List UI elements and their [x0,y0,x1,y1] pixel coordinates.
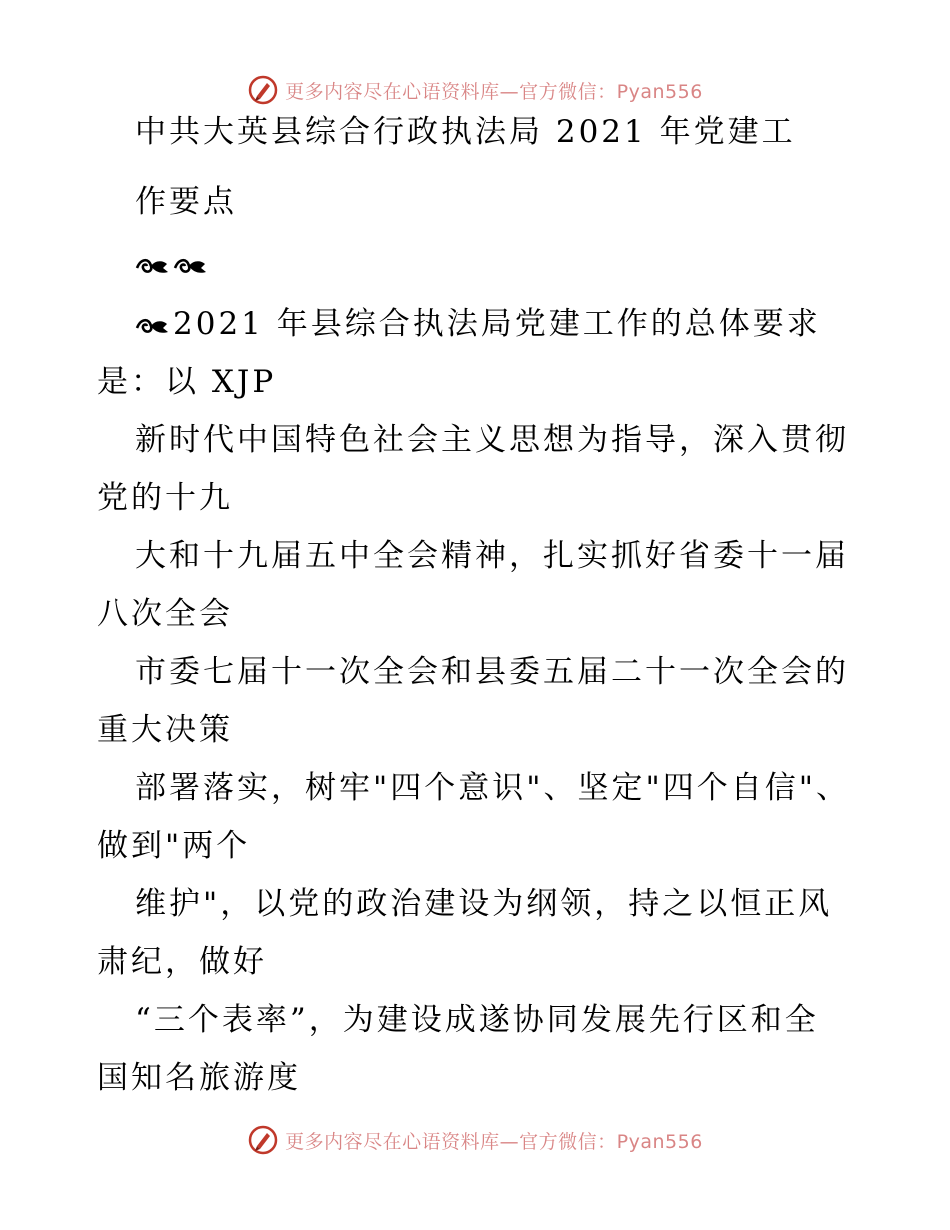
pen-logo-icon [247,74,279,106]
body-line: 重大决策 [97,712,233,748]
floral-ornament-icon [173,254,209,278]
body-line: 国知名旅游度 [97,1060,301,1096]
document-title-line-2: 作要点 [135,184,237,220]
body-line: 党的十九 [97,480,233,516]
body-line [135,304,821,344]
body-line: 是：以 XJP [97,364,277,400]
body-line: 大和十九届五中全会精神，扎实抓好省委十一届 [135,538,849,574]
body-line-text: 2021 年县综合执法局党建工作的总体要求 [173,306,821,342]
body-line: “三个表率”，为建设成遂协同发展先行区和全 [135,1002,819,1038]
body-line: 部署落实，树牢"四个意识"、坚定"四个自信"、 [135,770,851,806]
ornament-row [135,244,211,284]
document-title-line-1: 中共大英县综合行政执法局 2021 年党建工 [135,114,796,150]
watermark-text: 更多内容尽在心语资料库—官方微信：Pyan556 [285,80,703,103]
footer-watermark [0,1120,950,1160]
body-line: 维护"，以党的政治建设为纲领，持之以恒正风 [135,886,833,922]
body-line: 新时代中国特色社会主义思想为指导，深入贯彻 [135,422,849,458]
body-line: 市委七届十一次全会和县委五届二十一次全会的 [135,654,849,690]
body-line: 八次全会 [97,596,233,632]
pen-logo-icon [247,1124,279,1156]
floral-ornament-icon [135,254,171,278]
watermark-text: 更多内容尽在心语资料库—官方微信：Pyan556 [285,1130,703,1153]
body-line: 肃纪，做好 [97,944,267,980]
body-line: 做到"两个 [97,828,251,864]
header-watermark [0,70,950,110]
floral-ornament-icon [135,314,171,338]
